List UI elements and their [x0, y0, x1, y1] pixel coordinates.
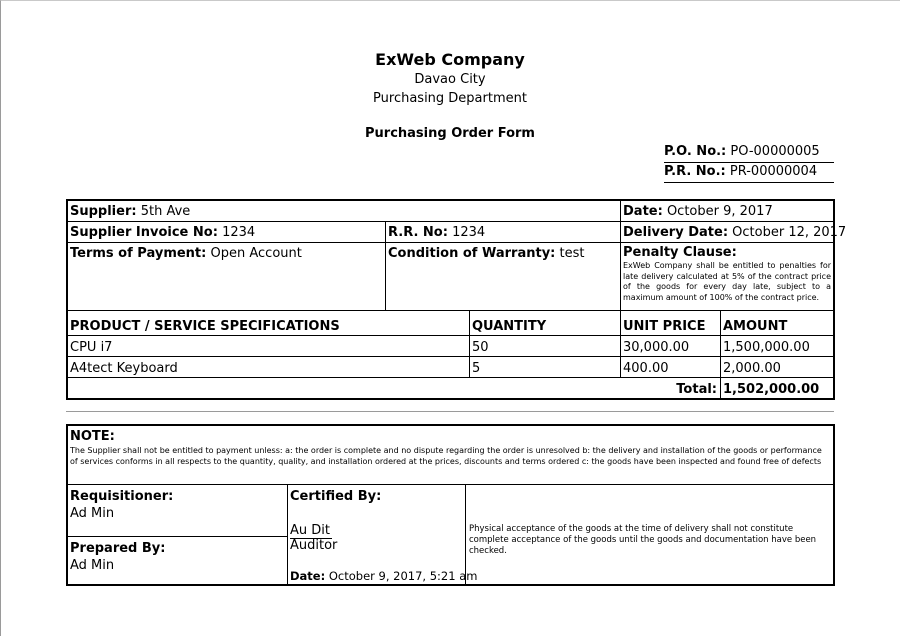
- table-row-quantity: 5: [472, 361, 481, 376]
- company-name: ExWeb Company: [375, 50, 525, 69]
- penalty-label: Penalty Clause:: [623, 245, 737, 260]
- date-value: October 9, 2017: [666, 204, 773, 219]
- form-title: Purchasing Order Form: [365, 126, 535, 141]
- requisitioner-label: Requisitioner:: [70, 489, 174, 504]
- rr-field: [386, 223, 620, 242]
- acceptance-text: Physical acceptance of the goods at the time of delivery shall not constitute complete acceptance of the goods until the goods and documentation have been checked.: [469, 524, 817, 556]
- table-row-product: A4tect Keyboard: [70, 361, 178, 376]
- certified-date-label: Date:: [290, 569, 326, 583]
- note-text: The Supplier shall not be entitled to payment unless: a: the order is complete and no dispute regarding the order is unresolved b: the delivery and installation of the goods or performance of services conforms in all respects to the quantity, quality, and installation ordered at the prices, discounts and terms ordered c: the goods have been inspected and found free of defects: [70, 446, 822, 466]
- table-row-amount: 1,500,000.00: [723, 340, 810, 355]
- po-value: PO-00000005: [730, 144, 820, 159]
- terms-label: Terms of Payment:: [70, 246, 207, 261]
- pr-value: PR-00000004: [729, 164, 818, 179]
- po-number: [664, 143, 834, 163]
- col-header-amount: AMOUNT: [723, 319, 788, 334]
- invoice-field: [68, 223, 384, 242]
- po-label: P.O. No.:: [664, 144, 727, 159]
- table-row-product: CPU i7: [70, 340, 113, 355]
- section-divider: [66, 411, 834, 412]
- rr-label: R.R. No:: [388, 225, 448, 240]
- certified-role: Auditor: [290, 538, 338, 553]
- col-header-product: PRODUCT / SERVICE SPECIFICATIONS: [70, 319, 340, 334]
- certified-date-value: October 9, 2017, 5:21 am: [328, 569, 478, 583]
- delivery-label: Delivery Date:: [623, 225, 729, 240]
- supplier-label: Supplier:: [70, 204, 137, 219]
- terms-value: Open Account: [210, 246, 302, 261]
- prepared-label: Prepared By:: [70, 541, 166, 556]
- certified-by-field: [288, 487, 464, 506]
- table-row-quantity: 50: [472, 340, 489, 355]
- invoice-label: Supplier Invoice No:: [70, 225, 218, 240]
- warranty-value: test: [559, 246, 585, 261]
- pr-number: [664, 163, 834, 183]
- date-field: [621, 202, 833, 221]
- penalty-text: ExWeb Company shall be entitled to penalties for late delivery calculated at 5% of the contract price of the goods for every day late, subject to a maximum amount of 100% of the contract price.: [623, 261, 831, 302]
- prepared-value: Ad Min: [70, 558, 115, 573]
- delivery-value: October 12, 2017: [732, 225, 847, 240]
- table-row-amount: 2,000.00: [723, 361, 781, 376]
- certified-date: [288, 567, 478, 586]
- certified-label: Certified By:: [290, 489, 382, 504]
- prepared-by-field: [68, 539, 286, 575]
- total-value: 1,502,000.00: [723, 382, 820, 397]
- warranty-label: Condition of Warranty:: [388, 246, 556, 261]
- note-label: NOTE:: [70, 429, 115, 444]
- penalty-field: [621, 244, 833, 304]
- order-table: [66, 199, 847, 400]
- supplier-field: [68, 202, 618, 221]
- col-header-quantity: QUANTITY: [472, 319, 547, 334]
- col-header-unit-price: UNIT PRICE: [623, 319, 706, 334]
- department-name: Purchasing Department: [373, 91, 527, 106]
- table-row-unit-price: 400.00: [623, 361, 669, 376]
- note-signature-table: [66, 424, 835, 586]
- pr-label: P.R. No.:: [664, 164, 726, 179]
- terms-field: [68, 244, 384, 263]
- delivery-date-field: [621, 223, 847, 242]
- table-row-unit-price: 30,000.00: [623, 340, 690, 355]
- total-label: Total:: [676, 382, 717, 397]
- requisitioner-field: [68, 487, 286, 523]
- certified-name-value: Au Dit: [290, 523, 330, 538]
- date-label: Date:: [623, 204, 663, 219]
- warranty-field: [386, 244, 620, 263]
- rr-value: 1234: [452, 225, 486, 240]
- company-city: Davao City: [414, 72, 486, 87]
- invoice-value: 1234: [222, 225, 256, 240]
- requisitioner-value: Ad Min: [70, 506, 115, 521]
- supplier-value: 5th Ave: [140, 204, 191, 219]
